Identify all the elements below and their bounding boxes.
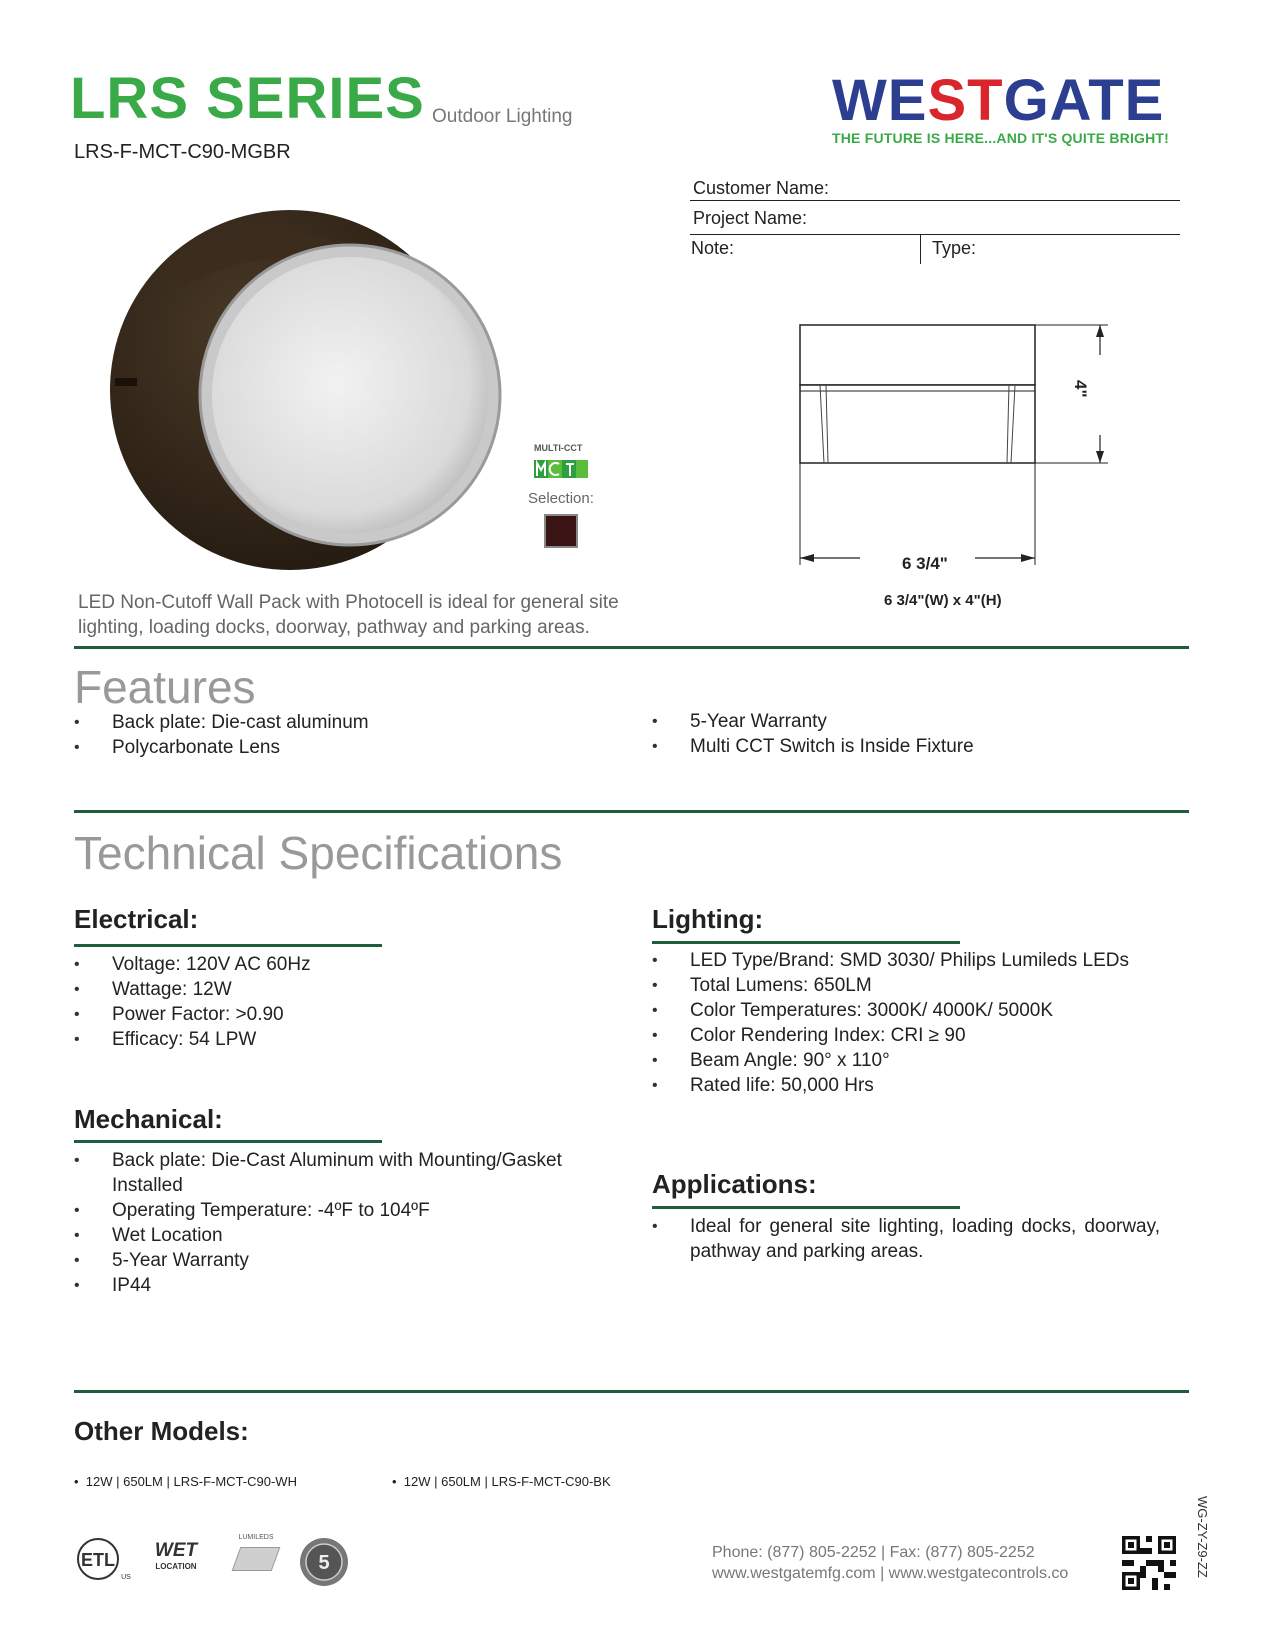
list-item: • Wet Location <box>74 1223 614 1248</box>
logo-part: WE <box>832 68 928 133</box>
mechanical-heading: Mechanical: <box>74 1104 223 1134</box>
applications-list <box>652 1214 1160 1264</box>
logo-accent: ST <box>927 68 1004 133</box>
list-item: • 5-Year Warranty <box>74 1248 614 1273</box>
list-item: • IP44 <box>74 1273 614 1298</box>
warranty-years: 5 <box>318 1552 330 1574</box>
lighting-underline <box>652 941 960 944</box>
electrical-heading: Electrical: <box>74 904 199 934</box>
features-list-right <box>652 709 1172 759</box>
product-photo <box>95 190 515 570</box>
width-dimension-label: 6 3/4" <box>902 554 948 573</box>
features-list-left <box>74 710 594 760</box>
customer-name-label: Customer Name: <box>693 178 830 198</box>
section-divider <box>74 646 1189 649</box>
multi-cct-label: MULTI-CCT <box>534 443 583 453</box>
dimension-drawing <box>790 315 1120 575</box>
list-item: • Total Lumens: 650LM <box>652 973 1132 998</box>
applications-heading: Applications: <box>652 1169 817 1199</box>
model-number: LRS-F-MCT-C90-MGBR <box>74 141 291 163</box>
mechanical-list <box>74 1148 614 1298</box>
other-model-item[interactable] <box>392 1474 611 1489</box>
etl-text: ETL <box>81 1550 115 1570</box>
project-name-line[interactable] <box>690 234 1180 235</box>
height-dimension-label: 4" <box>1071 380 1090 398</box>
electrical-underline <box>74 944 382 947</box>
list-item: • Beam Angle: 90° x 110° <box>652 1048 1132 1073</box>
category-label: Outdoor Lighting <box>432 106 573 127</box>
list-item: • Back plate: Die-cast aluminum <box>74 710 594 735</box>
mechanical-underline <box>74 1140 382 1143</box>
customer-name-line[interactable] <box>690 200 1180 201</box>
type-label: Type: <box>932 238 977 258</box>
bullet: • <box>74 1474 86 1489</box>
applications-underline <box>652 1206 960 1209</box>
list-item: • Color Temperatures: 3000K/ 4000K/ 5000K <box>652 998 1132 1023</box>
bullet: • <box>392 1474 404 1489</box>
warranty-seal-icon <box>298 1536 350 1588</box>
project-name-label: Project Name: <box>693 208 808 228</box>
contact-block <box>712 1542 1068 1584</box>
dimension-summary: 6 3/4"(W) x 4"(H) <box>884 592 1002 609</box>
section-divider <box>74 1390 1189 1393</box>
list-item: • 5-Year Warranty <box>652 709 1172 734</box>
phone-text: Phone: (877) 805-2252 <box>712 1544 877 1561</box>
list-item: • Operating Temperature: -4ºF to 104ºF <box>74 1198 614 1223</box>
document-code: WG-ZY-Z9-ZZ <box>1195 1496 1210 1578</box>
section-divider <box>74 810 1189 813</box>
list-item: • LED Type/Brand: SMD 3030/ Philips Lumileds LEDs <box>652 948 1132 973</box>
list-item: • Wattage: 12W <box>74 977 594 1002</box>
list-item: • Back plate: Die-Cast Aluminum with Mounting/Gasket Installed <box>74 1148 614 1198</box>
features-title: Features <box>74 661 256 713</box>
lumileds-icon <box>228 1534 284 1584</box>
fax-text: | Fax: (877) 805-2252 <box>881 1544 1035 1561</box>
lighting-list <box>652 948 1132 1098</box>
website-link-controls[interactable]: | www.westgatecontrols.co <box>880 1565 1069 1582</box>
list-item: • Color Rendering Index: CRI ≥ 90 <box>652 1023 1132 1048</box>
list-item: • Efficacy: 54 LPW <box>74 1027 594 1052</box>
lighting-heading: Lighting: <box>652 904 764 934</box>
list-item: • Polycarbonate Lens <box>74 735 594 760</box>
selection-label: Selection: <box>528 490 594 507</box>
list-item: • Ideal for general site lighting, loading docks, doorway, pathway and parking areas. <box>652 1214 1160 1264</box>
list-item: • Power Factor: >0.90 <box>74 1002 594 1027</box>
other-model-text: 12W | 650LM | LRS-F-MCT-C90-BK <box>403 1474 611 1489</box>
mct-logo-icon <box>534 458 590 480</box>
etl-listed-icon <box>74 1535 134 1585</box>
series-title: LRS SERIES <box>70 66 425 131</box>
website-link[interactable]: www.westgatemfg.com <box>712 1565 876 1582</box>
tech-specs-title: Technical Specifications <box>74 827 563 879</box>
westgate-logo <box>832 68 1165 133</box>
other-models-heading: Other Models: <box>74 1416 249 1446</box>
electrical-list <box>74 952 594 1052</box>
qr-code-icon[interactable] <box>1122 1536 1176 1590</box>
logo-part: GATE <box>1003 68 1165 133</box>
form-divider <box>920 234 921 264</box>
wet-sub-text: LOCATION <box>155 1562 197 1571</box>
other-model-text: 12W | 650LM | LRS-F-MCT-C90-WH <box>85 1474 297 1489</box>
wet-text: WET <box>154 1540 198 1561</box>
lumileds-text: LUMILEDS <box>238 1534 274 1541</box>
logo-tagline: THE FUTURE IS HERE...AND IT'S QUITE BRIGHT! <box>832 130 1170 146</box>
note-label: Note: <box>691 238 735 258</box>
wet-location-icon <box>150 1540 202 1571</box>
etl-us-text: US <box>121 1574 131 1581</box>
finish-swatch <box>544 514 578 548</box>
list-item: • Rated life: 50,000 Hrs <box>652 1073 1132 1098</box>
product-description: LED Non-Cutoff Wall Pack with Photocell is ideal for general site lighting, loading docks, doorway, pathway and parking areas. <box>78 592 619 638</box>
other-model-item[interactable] <box>74 1474 297 1489</box>
list-item: • Multi CCT Switch is Inside Fixture <box>652 734 1172 759</box>
list-item: • Voltage: 120V AC 60Hz <box>74 952 594 977</box>
